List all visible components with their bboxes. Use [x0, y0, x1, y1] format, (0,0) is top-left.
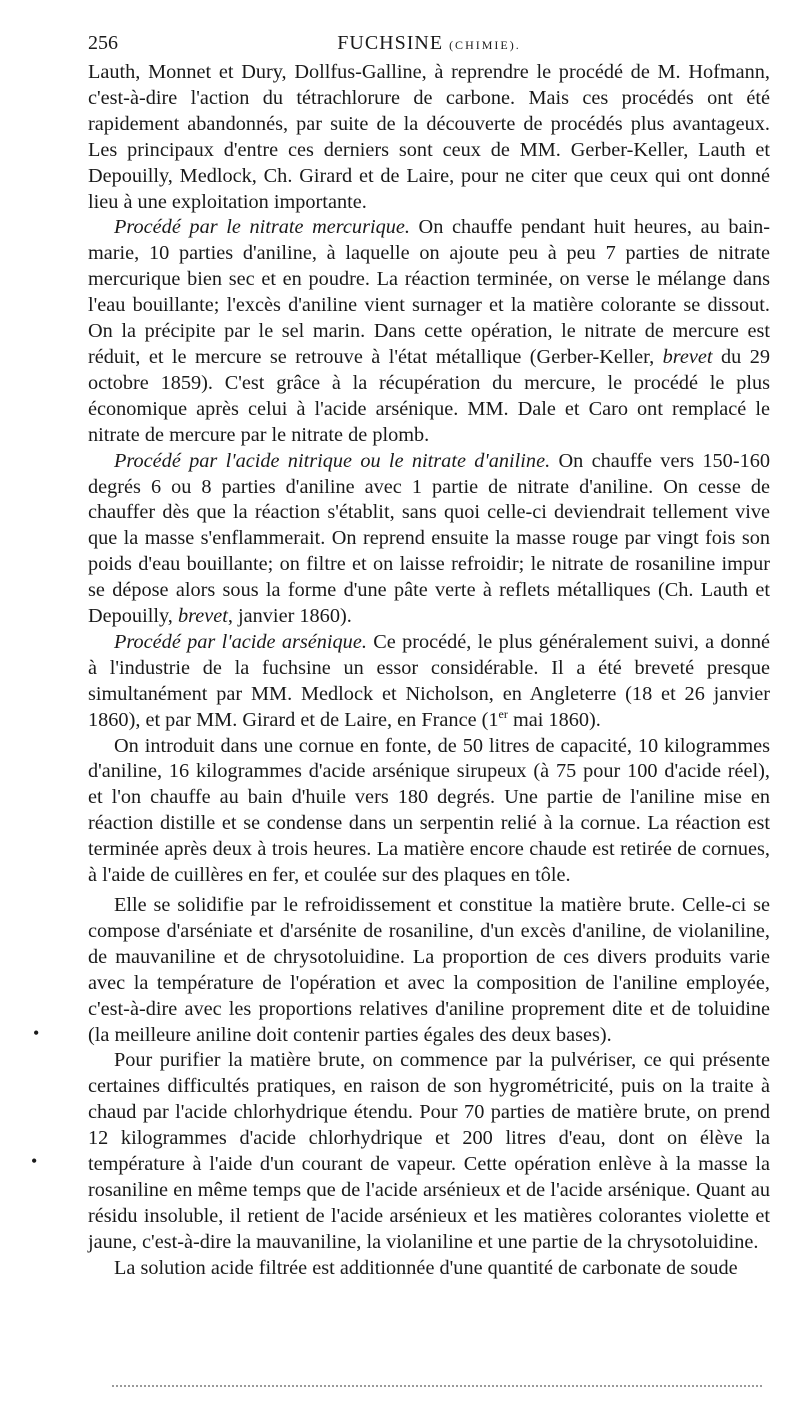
- paragraph-text: La solution acide filtrée est additionnée d'une quantité de carbonate de soude: [114, 1256, 738, 1279]
- brevet-italic: brevet: [177, 605, 228, 628]
- superscript-er: er: [498, 706, 508, 721]
- paragraph-1: [88, 60, 770, 215]
- paragraph-text-tail: mai 1860).: [507, 708, 601, 731]
- paragraph-text: Pour purifier la matière brute, on commence par la pulvériser, ce qui présente certaines difficultés pratiques, en raison de son hygrométricité, puis on la traite à chaud par l'acide chlorhydrique étendu. Pour 70 parties de matière brute, on prend 12 kilogrammes d'acide chlorhydrique et 200 litres d'eau, dont on élève la température à l'aide d'un courant de vapeur. Cette opération enlève à la masse la rosaniline en même temps que de l'acide arsénieux et de l'acide arsénique. Quant au résidu insoluble, il retient de l'acide arsénieux et les matières colorantes violette et jaune, c'est-à-dire la mauvaniline, la violaniline et une partie de la chrysotoluidine.: [88, 1049, 770, 1253]
- running-head-title: FUCHSINE: [337, 32, 444, 54]
- paragraph-text: Elle se solidifie par le refroidissement et constitue la matière brute. Celle-ci se compose d'arséniate et d'arsénite de rosaniline, d'un excès d'aniline, de violaniline, de mauvaniline et de chrysotoluidine. La proportion de ces divers produits varie avec la température de l'opération et avec la composition de l'aniline employée, c'est-à-dire avec les proportions relatives d'aniline proprement dite et de toluidine (la meilleure aniline doit contenir parties égales des deux bases).: [88, 894, 770, 1046]
- margin-mark: •: [31, 1151, 38, 1171]
- paragraph-text-tail: , janvier 1860).: [227, 605, 352, 628]
- text-body: [88, 60, 770, 1282]
- paragraph-text: On introduit dans une cornue en fonte, de 50 litres de capacité, 10 kilogrammes d'aniline, 16 kilogrammes d'acide arsénique sirupeux (à 75 pour 100 d'acide réel), et l'on chauffe au bain d'huile vers 180 degrés. Une partie de l'aniline mise en réaction distille et se condense dans un serpentin relié à la cornue. La réaction est terminée après deux à trois heures. La matière encore chaude est retirée de cornues, à l'aide de cuillères en fer, et coulée sur des plaques en tôle.: [88, 734, 770, 887]
- running-head: [88, 28, 770, 60]
- paragraph-text: Ce procédé, le plus généralement suivi, a donné à l'industrie de la fuchsine un essor considérable. Il a été breveté presque simultanément par MM. Medlock et Nicholson, en Angleterre (18 et 26 janvier 1860), et par MM. Girard et de Laire, en France (1: [88, 630, 770, 731]
- paragraph-text: Lauth, Monnet et Dury, Dollfus-Galline, à reprendre le procédé de M. Hofmann, c'est-à-dire l'action du tétrachlorure de carbone. Mais ces procédés ont été rapidement abandonnés, par suite de la découverte de procédés plus avantageux. Les principaux d'entre ces derniers sont ceux de MM. Gerber-Keller, Lauth et Depouilly, Medlock, Ch. Girard et de Laire, pour ne citer que ceux qui ont donné lieu à une exploitation importante.: [88, 61, 770, 213]
- paragraph-text-tail: du 29 octobre 1859). C'est grâce à la récupération du mercure, le procédé le plus économique après celui à l'acide arsénique. MM. Dale et Caro ont remplacé le nitrate de mercure par le nitrate de plomb.: [88, 345, 771, 446]
- page-header: [88, 28, 770, 58]
- paragraph-3: [88, 449, 770, 630]
- paragraph-2: [88, 215, 770, 448]
- paragraph-6: [88, 893, 770, 1048]
- paragraph-4: [88, 630, 770, 734]
- running-head-section: (CHIMIE).: [449, 38, 521, 52]
- paragraph-5: [88, 734, 770, 889]
- paragraph-text: On chauffe vers 150-160 degrés 6 ou 8 parties d'aniline avec 1 partie de nitrate d'aniline. On cesse de chauffer dès que la réaction s'établit, sans quoi celle-ci deviendrait tellement vive que la masse s'enflammerait. On reprend ensuite la masse rouge par vingt fois son poids d'eau bouillante; on filtre et on laisse refroidir; le nitrate de rosaniline impur se dépose alors sous la forme d'une pâte verte à reflets métalliques (Ch. Lauth et Depouilly,: [88, 449, 770, 628]
- brevet-italic: brevet: [662, 345, 713, 368]
- section-heading-acide-nitrique: Procédé par l'acide nitrique ou le nitrate d'aniline.: [114, 449, 551, 472]
- section-heading-acide-arsenique: Procédé par l'acide arsénique.: [114, 630, 367, 653]
- paragraph-7: [88, 1048, 770, 1255]
- page-number: 256: [88, 32, 118, 54]
- section-heading-nitrate-mercurique: Procédé par le nitrate mercurique.: [114, 216, 410, 239]
- paragraph-text: On chauffe pendant huit heures, au bain-marie, 10 parties d'aniline, à laquelle on ajoute peu à peu 7 parties de nitrate mercurique bien sec et en poudre. La réaction terminée, on verse le mélange dans l'eau bouillante; l'excès d'aniline vient surnager et la matière colorante se dissout. On la précipite par le sel marin. Dans cette opération, le nitrate de mercure est réduit, et le mercure se retrouve à l'état métallique (Gerber-Keller,: [88, 216, 770, 368]
- margin-mark: •: [33, 1023, 40, 1043]
- faded-bottom-line: [112, 1385, 762, 1387]
- paragraph-8: [88, 1256, 770, 1282]
